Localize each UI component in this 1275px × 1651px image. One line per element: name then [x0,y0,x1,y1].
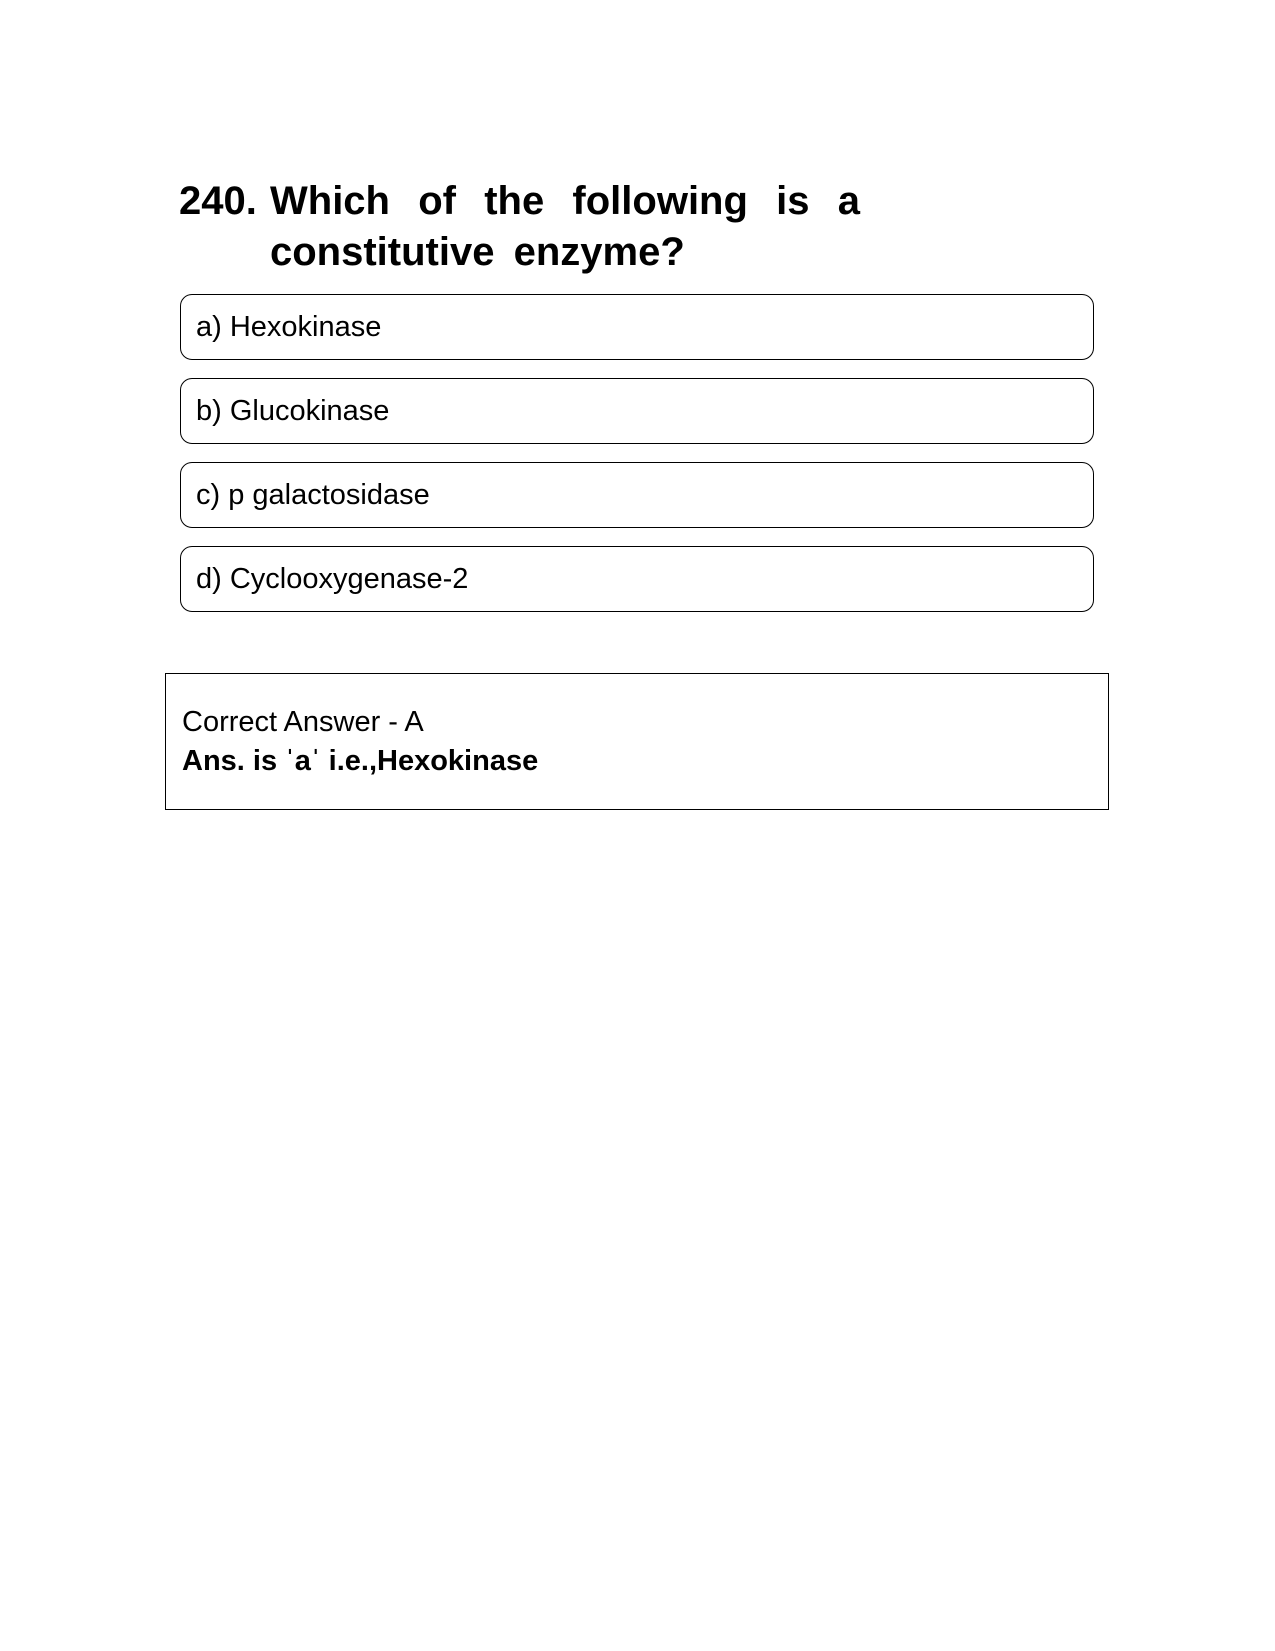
answer-box [165,673,1109,810]
option-a[interactable]: a) Hexokinase [180,294,1094,360]
question-number: 240. [179,179,257,223]
option-c[interactable]: c) p galactosidase [180,462,1094,528]
option-b[interactable]: b) Glucokinase [180,378,1094,444]
answer-explanation: Ans. is ˈaˈ i.e.,Hexokinase [182,745,539,777]
question-text: Which of the following is a constitutive enzyme? [270,179,860,274]
option-d[interactable]: d) Cyclooxygenase-2 [180,546,1094,612]
correct-answer: Correct Answer - A [182,706,424,738]
